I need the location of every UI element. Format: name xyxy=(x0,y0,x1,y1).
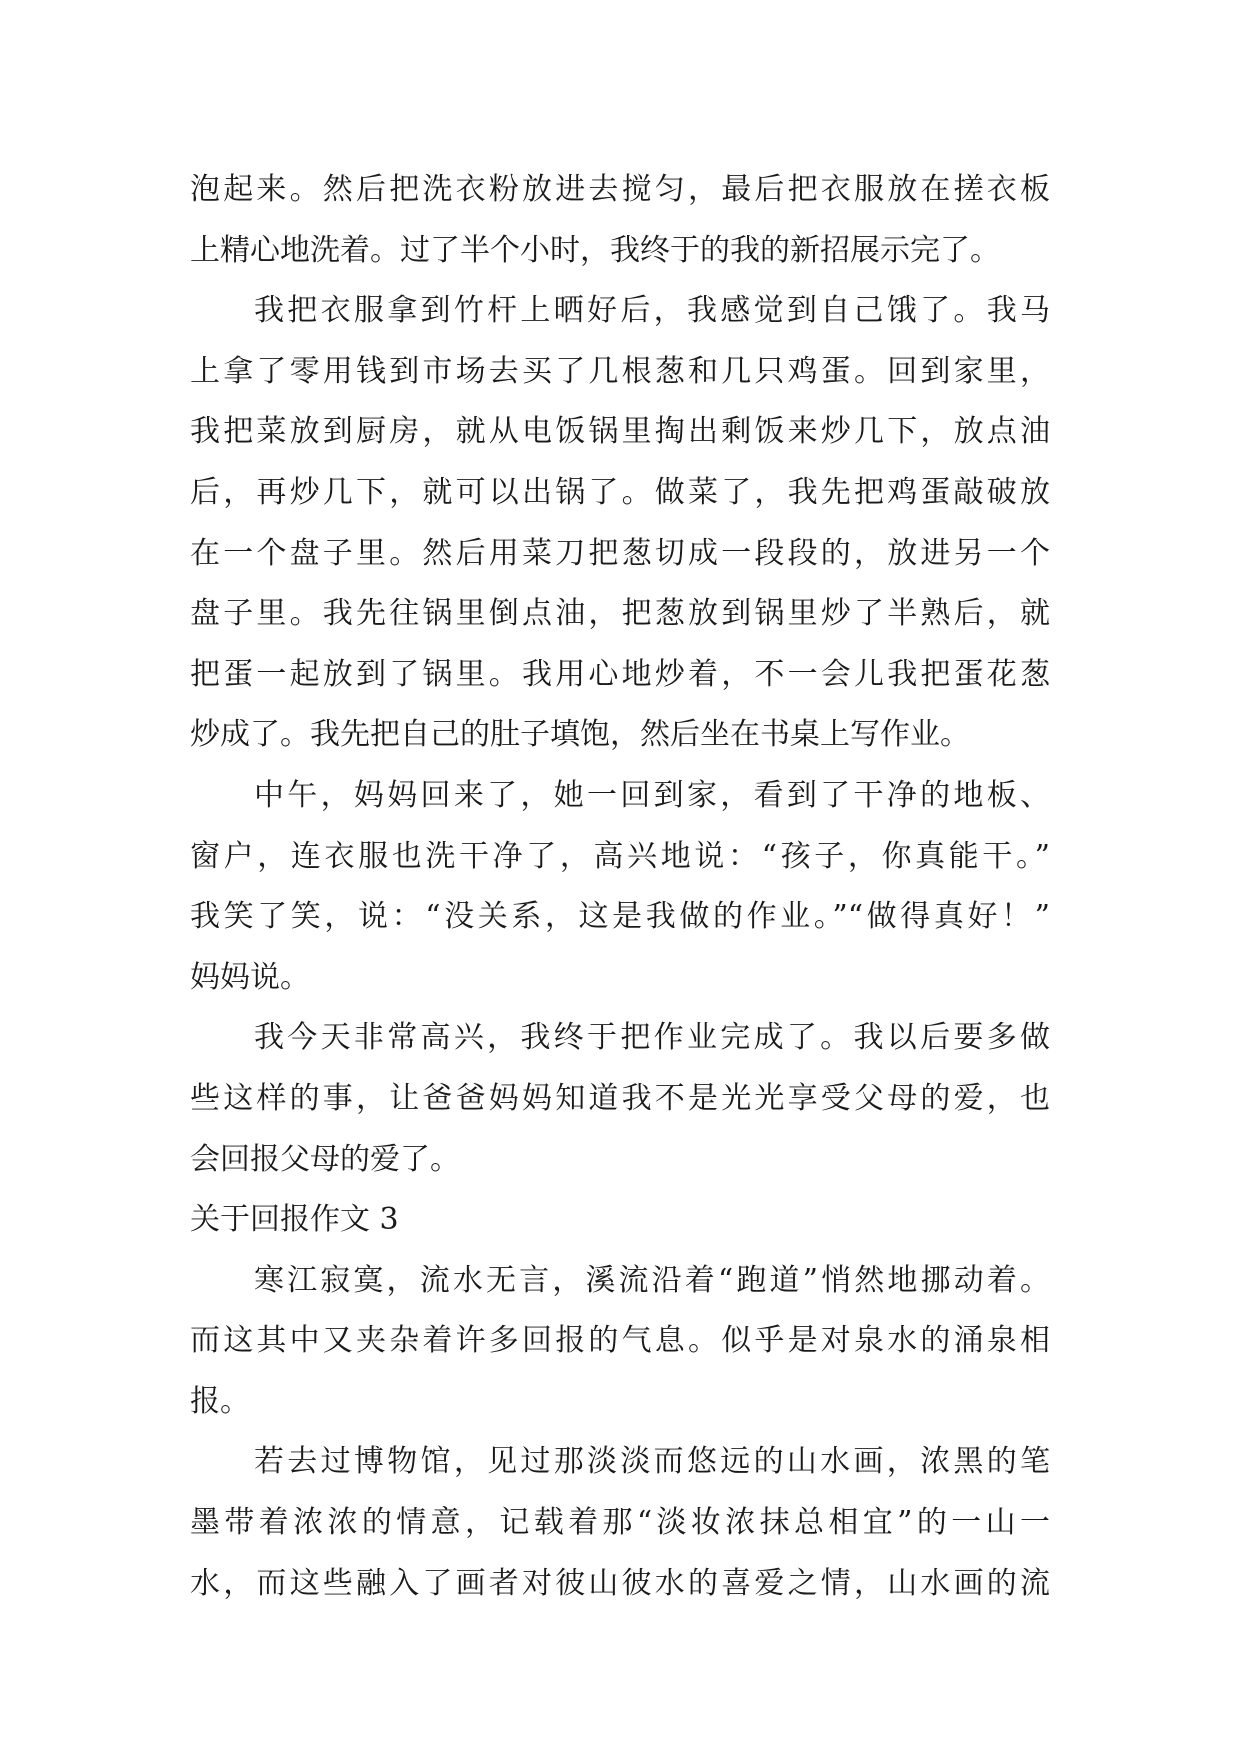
text-line: 我把衣服拿到竹杆上晒好后，我感觉到自己饿了。我马 xyxy=(254,293,1050,329)
text-line: 我笑了笑，说：“没关系，这是我做的作业。”“做得真好！” xyxy=(190,899,1050,935)
text-line: 窗户，连衣服也洗干净了，高兴地说：“孩子，你真能干。” xyxy=(190,838,1050,874)
text-line: 水，而这些融入了画者对彼山彼水的喜爱之情，山水画的流 xyxy=(190,1565,1050,1601)
text-line: 上拿了零用钱到市场去买了几根葱和几只鸡蛋。回到家里， xyxy=(190,353,1050,389)
text-line: 盘子里。我先往锅里倒点油，把葱放到锅里炒了半熟后，就 xyxy=(190,596,1050,632)
text-line: 而这其中又夹杂着许多回报的气息。似乎是对泉水的涌泉相 xyxy=(190,1323,1050,1359)
paragraph xyxy=(190,1432,1050,1614)
text-line: 后，再炒几下，就可以出锅了。做菜了，我先把鸡蛋敲破放 xyxy=(190,474,1050,510)
essay-title: 关于回报作文 3 xyxy=(190,1202,399,1238)
text-line: 寒江寂寞，流水无言，溪流沿着“跑道”悄然地挪动着。 xyxy=(254,1262,1050,1298)
text-line: 上精心地洗着。过了半个小时，我终于的我的新招展示完了。 xyxy=(190,232,1000,268)
paragraph xyxy=(190,766,1050,1008)
paragraph xyxy=(190,160,1050,281)
text-line: 报。 xyxy=(190,1383,250,1419)
text-line: 若去过博物馆，见过那淡淡而悠远的山水画，浓黑的笔 xyxy=(254,1444,1050,1480)
paragraph xyxy=(190,1251,1050,1433)
text-line: 我把菜放到厨房，就从电饭锅里掏出剩饭来炒几下，放点油 xyxy=(190,414,1050,450)
text-line: 在一个盘子里。然后用菜刀把葱切成一段段的，放进另一个 xyxy=(190,535,1050,571)
text-line: 中午，妈妈回来了，她一回到家，看到了干净的地板、 xyxy=(254,777,1050,813)
section-heading xyxy=(190,1190,1050,1251)
paragraph xyxy=(190,1008,1050,1190)
text-line: 我今天非常高兴，我终于把作业完成了。我以后要多做 xyxy=(254,1020,1050,1056)
text-line: 炒成了。我先把自己的肚子填饱，然后坐在书桌上写作业。 xyxy=(190,717,970,753)
document-body xyxy=(190,160,1050,1614)
text-line: 把蛋一起放到了锅里。我用心地炒着，不一会儿我把蛋花葱 xyxy=(190,656,1050,692)
text-line: 会回报父母的爱了。 xyxy=(190,1141,460,1177)
text-line: 妈妈说。 xyxy=(190,959,310,995)
text-line: 墨带着浓浓的情意，记载着那“淡妆浓抹总相宜”的一山一 xyxy=(190,1505,1050,1541)
text-line: 泡起来。然后把洗衣粉放进去搅匀，最后把衣服放在搓衣板 xyxy=(190,172,1050,207)
paragraph xyxy=(190,281,1050,766)
text-line: 些这样的事，让爸爸妈妈知道我不是光光享受父母的爱，也 xyxy=(190,1080,1050,1116)
